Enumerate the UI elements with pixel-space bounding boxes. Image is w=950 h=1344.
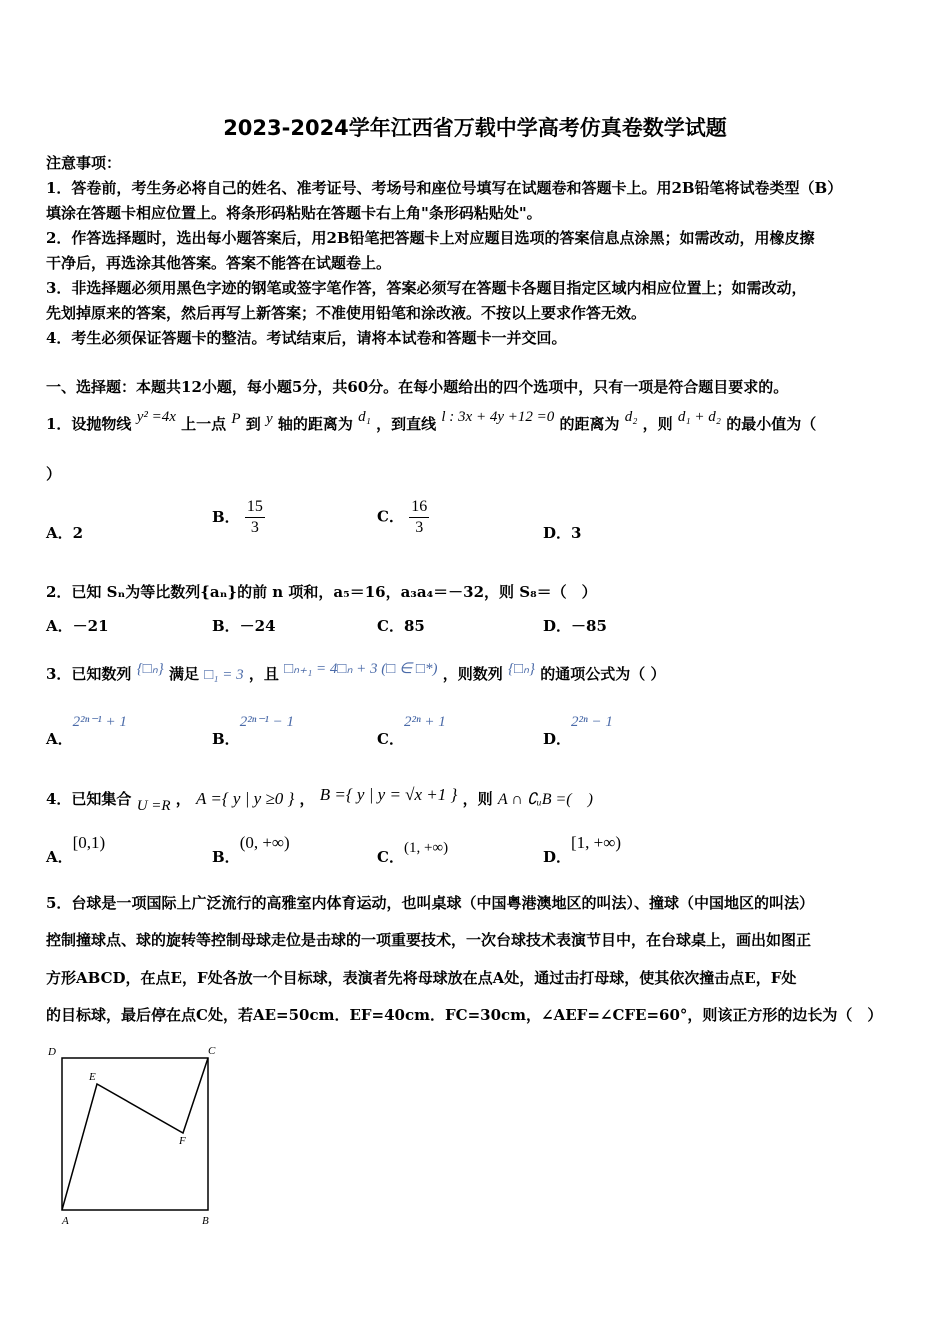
notice-heading: 注意事项： (46, 154, 122, 172)
notice-line: 填涂在答题卡相应位置上。将条形码粘贴在答题卡右上角"条形码粘贴处"。 (46, 204, 542, 222)
q1-option-a: A．2 (46, 524, 84, 542)
q3-option-d: D．2²ⁿ − 1 (543, 714, 613, 748)
q1-option-d: D．3 (543, 524, 582, 542)
label-e: E (89, 1071, 96, 1083)
q3-formula-recurrence: □ₙ₊₁ = 4□ₙ + 3 (□ ∈ □*) (284, 661, 438, 677)
q1-text: 的距离为 (559, 415, 620, 433)
billiard-figure (40, 1040, 230, 1235)
square-abcd (62, 1058, 208, 1210)
q4-formula-a: A ={ y | y ≥0 } (196, 789, 295, 808)
label-a: A (62, 1215, 69, 1227)
q2-option-d: D．－85 (543, 617, 607, 635)
q1-option-b: B． $\frac{15}{3}$ (212, 498, 263, 536)
q2-option-c: C．85 (377, 617, 425, 635)
q4-option-a: A．[0,1) (46, 833, 106, 866)
notice-line: 3．非选择题必须用黑色字迹的钢笔或签字笔作答，答案必须写在答题卡各题目指定区域内相应位置上；如需改动， (46, 279, 807, 297)
label-c: C (208, 1045, 216, 1057)
question-5-line: 控制撞球点、球的旋转等控制母球走位是击球的一项重要技术，一次台球技术表演节目中，在台球桌上，画出如图正 (46, 931, 812, 949)
q3-text: ，则数列 (442, 665, 503, 683)
q4-option-c: C．(1, +∞) (377, 840, 449, 866)
q4-text: 4．已知集合 (46, 790, 132, 808)
q1-formula-d2: d₂ (624, 409, 638, 425)
q3-option-b: B．2²ⁿ⁻¹ − 1 (212, 714, 294, 748)
q1-formula-sum: d₁ + d₂ (677, 409, 721, 425)
ball-path (62, 1058, 208, 1210)
q1-formula-line: l : 3x + 4y +12 =0 (441, 409, 555, 425)
q3-formula-seq: {□ₙ} (136, 661, 164, 677)
q4-option-d: D．[1, +∞) (543, 833, 622, 866)
q4-text: ， (175, 790, 191, 808)
q1-formula-y: y (266, 411, 273, 427)
q1-text: 上一点 (181, 415, 227, 433)
q3-text: 满足 (168, 665, 199, 683)
notice-line: 4．考生必须保证答题卡的整洁。考试结束后，请将本试卷和答题卡一并交回。 (46, 329, 567, 347)
section-heading: 一、选择题：本题共12小题，每小题5分，共60分。在每小题给出的四个选项中，只有一项是符合题目要求的。 (46, 378, 789, 396)
q1-text: 轴的距离为 (277, 415, 353, 433)
q3-formula-a1: □₁ = 3 (204, 667, 244, 683)
q4-formula-intersection: A ∩ ∁ᵤB =( ) (497, 791, 593, 808)
q1-text: ，则 (642, 415, 673, 433)
notice-line: 2．作答选择题时，选出每小题答案后，用2B铅笔把答题卡上对应题目选项的答案信息点涂黑；如需改动，用橡皮擦 (46, 229, 815, 247)
question-5-line: 5．台球是一项国际上广泛流行的高雅室内体育运动，也叫桌球（中国粤港澳地区的叫法）、撞球（中国地区的叫法） (46, 894, 814, 912)
label-d: D (48, 1046, 56, 1058)
notice-line: 干净后，再选涂其他答案。答案不能答在试题卷上。 (46, 254, 392, 272)
question-1-stem (46, 409, 817, 434)
question-3-stem (46, 663, 666, 684)
notice-line: 先划掉原来的答案，然后再写上新答案；不准使用铅笔和涂改液。不按以上要求作答无效。 (46, 304, 647, 322)
q1-text: ，到直线 (376, 415, 437, 433)
q1-formula-parabola: y² =4x (136, 409, 176, 425)
q3-option-a: A．2²ⁿ⁻¹ + 1 (46, 714, 127, 748)
question-5-line: 方形ABCD，在点E，F处各放一个目标球，表演者先将母球放在点A处，通过击打母球，使其依次撞击点E，F处 (46, 969, 797, 987)
q1-close-paren: ） (46, 465, 62, 483)
q4-text: ， (299, 790, 315, 808)
q2-option-a: A．－21 (46, 617, 109, 635)
q1-text: 的最小值为（ (726, 415, 817, 433)
q1-text: 1．设抛物线 (46, 415, 132, 433)
q4-formula-b: B ={ y | y = √x +1 } (319, 785, 458, 804)
question-4-stem (46, 785, 593, 814)
q3-text: ，且 (248, 665, 279, 683)
q3-text: 3．已知数列 (46, 665, 132, 683)
q3-text: 的通项公式为（ ） (540, 665, 666, 683)
q3-formula-seq: {□ₙ} (507, 661, 536, 677)
label-b: B (202, 1215, 209, 1227)
question-2-stem: 2．已知 Sₙ为等比数列{aₙ}的前 n 项和，a₅＝16，a₃a₄＝－32，则 S₈＝（ ） (46, 583, 597, 601)
q4-option-b: B．(0, +∞) (212, 833, 290, 866)
q3-option-c: C．2²ⁿ + 1 (377, 714, 446, 748)
q1-option-c: C． $\frac{16}{3}$ (377, 498, 428, 536)
q1-formula-d1: d₁ (358, 409, 371, 425)
q1-formula-p: P (231, 411, 241, 427)
q4-text: ，则 (462, 790, 493, 808)
question-5-line: 的目标球，最后停在点C处，若AE=50cm．EF=40cm．FC=30cm，∠AEF=∠CFE=60°，则该正方形的边长为（ ） (46, 1006, 883, 1024)
notice-line: 1．答卷前，考生务必将自己的姓名、准考证号、考场号和座位号填写在试题卷和答题卡上。用2B铅笔将试卷类型（B） (46, 179, 843, 197)
q1-text: 到 (245, 415, 261, 433)
q4-formula-u: U =R (136, 798, 171, 814)
page-title: 2023-2024学年江西省万载中学高考仿真卷数学试题 (223, 116, 727, 140)
label-f: F (179, 1135, 186, 1147)
q2-option-b: B．－24 (212, 617, 276, 635)
